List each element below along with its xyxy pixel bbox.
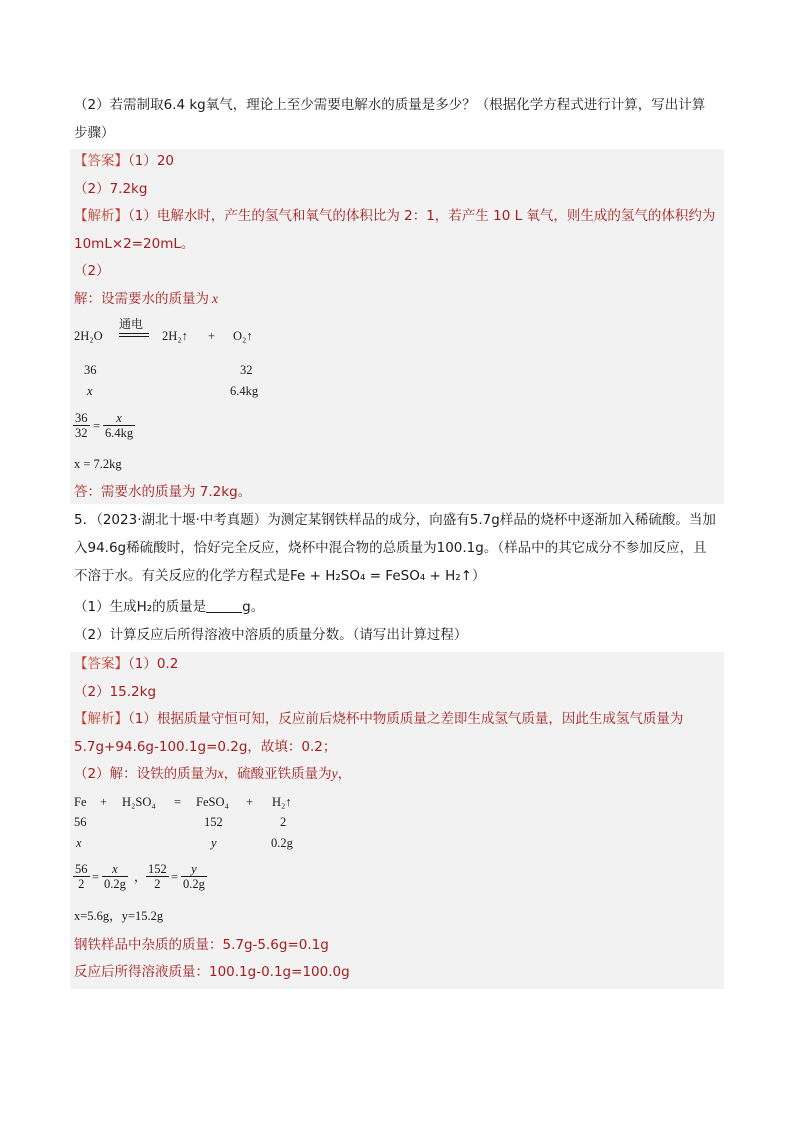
known: 0.2g <box>271 836 293 850</box>
analysis-line <box>74 290 218 308</box>
eq-plus: + <box>246 795 254 809</box>
molar-mass: 2 <box>280 815 287 829</box>
solve-text: ， <box>337 766 352 782</box>
answer-tag: 【答案】 <box>74 656 128 672</box>
fraction <box>103 411 135 440</box>
analysis-line: 10mL×2=20mL。 <box>74 236 195 252</box>
impurity-line: 钢铁样品中杂质的质量：5.7g-5.6g=0.1g <box>74 937 329 953</box>
eq-condition: 通电 <box>119 317 144 331</box>
solve-text: ，硫酸亚铁质量为 <box>223 766 332 782</box>
answer-tag: 【答案】 <box>74 153 128 169</box>
eq-term: H₂SO₄ <box>122 795 156 809</box>
analysis-text: （1）根据质量守恒可知，反应前后烧杯中物质质量之差即生成氢气质量，因此生成氢气质量为 <box>128 711 684 727</box>
question-text: 步骤） <box>74 125 115 141</box>
eq-term: H₂↑ <box>272 795 292 809</box>
analysis-line: （2） <box>74 263 110 279</box>
eq-plus: + <box>100 795 108 809</box>
fraction-den: 0.2g <box>104 877 126 891</box>
eq-product: 2H₂↑ <box>162 329 188 343</box>
eq-line <box>119 333 149 334</box>
eq-term: FeSO₄ <box>196 795 229 809</box>
analysis-text: （1）电解水时，产生的氢气和氧气的体积比为 2：1，若产生 10 L 氧气，则生成的氢气的体积约为 <box>128 208 716 224</box>
question-sub <box>74 598 264 616</box>
fraction-den: 32 <box>75 426 88 440</box>
analysis-tag: 【解析】 <box>74 711 128 727</box>
fraction-den: 2 <box>78 877 85 891</box>
solution-mass-line: 反应后所得溶液质量：100.1g-0.1g=100.0g <box>74 964 350 980</box>
analysis-line <box>74 765 351 783</box>
unknown: y <box>211 836 217 850</box>
comma: ， <box>134 870 147 884</box>
fraction <box>73 862 90 891</box>
var-y: y <box>331 766 338 781</box>
analysis-line: 5.7g+94.6g-100.1g=0.2g，故填：0.2； <box>74 739 337 755</box>
fraction-num: 152 <box>148 862 167 876</box>
fraction-den: 2 <box>154 877 161 891</box>
fraction-num: 36 <box>75 411 88 425</box>
result: x=5.6g，y=15.2g <box>74 909 164 923</box>
solve-text: 解：设需要水的质量为 <box>74 291 209 307</box>
answer-line: （2）7.2kg <box>74 181 148 197</box>
fraction <box>73 411 90 440</box>
answer-value: （1）0.2 <box>128 656 179 672</box>
result: x = 7.2kg <box>74 457 122 471</box>
var-x: x <box>212 291 218 306</box>
answer-line: （2）15.2kg <box>74 684 157 700</box>
answer-value: （1）20 <box>128 153 175 169</box>
eq-product: O₂↑ <box>233 329 253 343</box>
analysis-tag: 【解析】 <box>74 208 128 224</box>
fill-blank <box>206 600 242 613</box>
analysis-line <box>74 710 683 728</box>
unknown: x <box>76 836 82 850</box>
fraction <box>102 862 128 891</box>
equals: = <box>92 870 100 884</box>
answer-line <box>74 655 178 673</box>
var-x: x <box>217 766 224 781</box>
question-text: 入94.6g稀硫酸时，恰好完全反应，烧杯中混合物的总质量为100.1g。（样品中的其它成分不参加反应，且 <box>74 540 707 556</box>
fraction <box>146 862 169 891</box>
final-answer: 答：需要水的质量为 7.2kg。 <box>74 484 252 500</box>
answer-block <box>70 149 724 504</box>
eq-reactant: 2H₂O <box>74 329 103 343</box>
fraction-num: x <box>103 411 135 426</box>
sub-text: g。 <box>242 599 265 615</box>
fraction-num: 56 <box>75 862 88 876</box>
eq-term: Fe <box>74 795 87 809</box>
molar-mass: 56 <box>74 815 87 829</box>
eq-plus: + <box>208 329 216 343</box>
question-text: 5．（2023·湖北十堰·中考真题）为测定某钢铁样品的成分，向盛有5.7g样品的烧杯中逐渐加入稀硫酸。当加 <box>74 512 716 528</box>
equals: = <box>171 870 179 884</box>
known: 6.4kg <box>230 384 259 398</box>
equals: = <box>93 419 101 433</box>
eq-line <box>119 336 149 337</box>
molar-mass: 32 <box>240 363 253 377</box>
eq-equals: = <box>174 795 182 809</box>
fraction-num: x <box>102 862 128 877</box>
question-text: （2）若需制取6.4 kg氧气，理论上至少需要电解水的质量是多少？（根据化学方程式进行计算，写出计算 <box>74 97 706 113</box>
fraction-den: 6.4kg <box>105 426 134 440</box>
unknown: x <box>87 384 93 398</box>
fraction-den: 0.2g <box>183 877 205 891</box>
question-text: 不溶于水。有关反应的化学方程式是Fe + H₂SO₄ = FeSO₄ + H₂↑） <box>74 568 486 584</box>
question-sub: （2）计算反应后所得溶液中溶质的质量分数。（请写出计算过程） <box>74 627 468 643</box>
solve-text: （2）解：设铁的质量为 <box>74 766 218 782</box>
fraction-num: y <box>181 862 207 877</box>
molar-mass: 36 <box>84 363 97 377</box>
fraction <box>181 862 207 891</box>
molar-mass: 152 <box>204 815 223 829</box>
sub-text: （1）生成H₂的质量是 <box>74 599 207 615</box>
analysis-line <box>74 207 715 225</box>
answer-line <box>74 152 174 170</box>
